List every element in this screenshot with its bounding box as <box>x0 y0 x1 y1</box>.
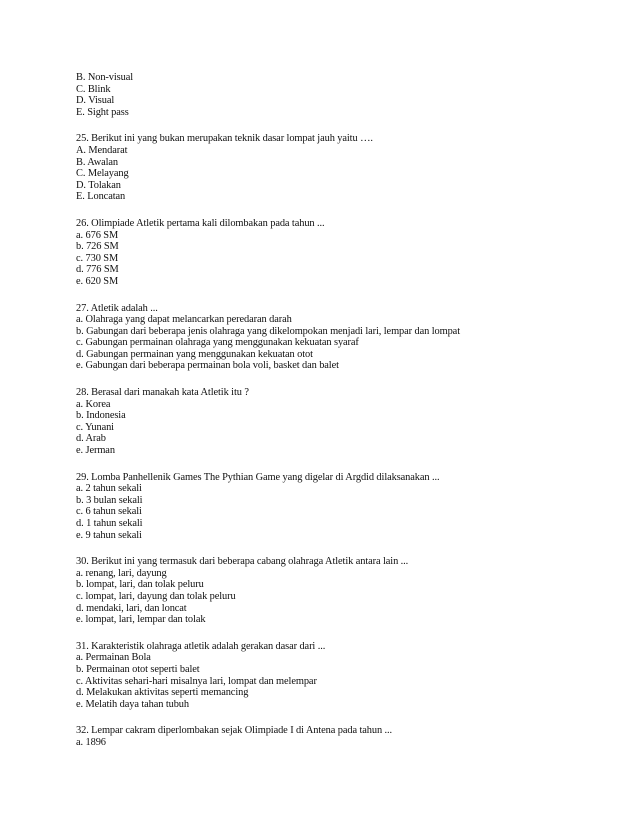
answer-option: a. 2 tahun sekali <box>76 483 142 495</box>
question-options-continued <box>76 72 616 118</box>
question-text: 25. Berikut ini yang bukan merupakan teknik dasar lompat jauh yaitu …. <box>76 133 373 145</box>
answer-option: B. Non-visual <box>76 72 134 83</box>
answer-option: c. Yunani <box>76 421 114 433</box>
question-block <box>76 472 616 542</box>
question-block <box>76 641 616 711</box>
question-block <box>76 387 616 457</box>
answer-option: e. lompat, lari, lempar dan tolak <box>76 614 206 626</box>
answer-option: a. Permainan Bola <box>76 652 151 664</box>
answer-option: d. mendaki, lari, dan loncat <box>76 602 187 614</box>
answer-option: d. 1 tahun sekali <box>76 518 143 529</box>
question-block <box>76 303 616 373</box>
question-text: 29. Lomba Panhellenik Games The Pythian Game yang digelar di Argdid dilaksanakan ... <box>76 471 440 483</box>
question-text: 27. Atletik adalah ... <box>76 302 158 314</box>
answer-option: b. Indonesia <box>76 410 126 422</box>
question-text: 28. Berasal dari manakah kata Atletik itu ? <box>76 387 249 399</box>
answer-option: a. Korea <box>76 398 111 410</box>
answer-option: c. Gabungan permainan olahraga yang menggunakan kekuatan syaraf <box>76 337 359 349</box>
document-page <box>76 72 616 764</box>
answer-option: b. 3 bulan sekali <box>76 494 143 506</box>
answer-option: d. Melakukan aktivitas seperti memancing <box>76 687 249 699</box>
answer-option: b. Permainan otot seperti balet <box>76 663 200 675</box>
question-text: 26. Olimpiade Atletik pertama kali dilombakan pada tahun ... <box>76 217 325 229</box>
answer-option: e. 9 tahun sekali <box>76 529 142 541</box>
answer-option: d. Arab <box>76 433 106 445</box>
answer-option: a. 1896 <box>76 736 106 748</box>
answer-option: C. Melayang <box>76 168 129 180</box>
answer-option: b. Gabungan dari beberapa jenis olahraga yang dikelompokan menjadi lari, lempar dan lompat <box>76 325 460 337</box>
question-block <box>76 725 616 748</box>
question-text: 31. Karakteristik olahraga atletik adalah gerakan dasar dari ... <box>76 640 326 652</box>
answer-option: A. Mendarat <box>76 144 128 156</box>
answer-option: E. Sight pass <box>76 106 129 118</box>
answer-option: b. 726 SM <box>76 241 119 253</box>
answer-option: a. Olahraga yang dapat melancarkan peredaran darah <box>76 314 292 326</box>
question-text: 30. Berikut ini yang termasuk dari beberapa cabang olahraga Atletik antara lain ... <box>76 556 409 568</box>
question-block <box>76 556 616 626</box>
answer-option: e. Melatih daya tahan tubuh <box>76 698 190 710</box>
answer-option: c. 6 tahun sekali <box>76 506 142 518</box>
answer-option: e. 620 SM <box>76 275 119 287</box>
question-text: 32. Lempar cakram diperlombakan sejak Olimpiade I di Antena pada tahun ... <box>76 725 393 737</box>
answer-option: c. 730 SM <box>76 252 119 264</box>
answer-option: C. Blink <box>76 83 111 95</box>
answer-option: d. 776 SM <box>76 264 119 276</box>
answer-option: B. Awalan <box>76 156 119 168</box>
answer-option: E. Loncatan <box>76 191 126 203</box>
answer-option: c. Aktivitas sehari-hari misalnya lari, lompat dan melempar <box>76 675 317 687</box>
answer-option: b. lompat, lari, dan tolak peluru <box>76 579 204 591</box>
answer-option: e. Jerman <box>76 445 115 457</box>
question-block <box>76 218 616 288</box>
answer-option: a. 676 SM <box>76 229 119 241</box>
answer-option: D. Visual <box>76 95 115 107</box>
answer-option: c. lompat, lari, dayung dan tolak peluru <box>76 590 236 602</box>
answer-option: D. Tolakan <box>76 179 121 191</box>
answer-option: e. Gabungan dari beberapa permainan bola voli, basket dan balet <box>76 360 339 372</box>
answer-option: a. renang, lari, dayung <box>76 567 167 579</box>
answer-option: d. Gabungan permainan yang menggunakan kekuatan otot <box>76 348 313 360</box>
question-block <box>76 133 616 203</box>
